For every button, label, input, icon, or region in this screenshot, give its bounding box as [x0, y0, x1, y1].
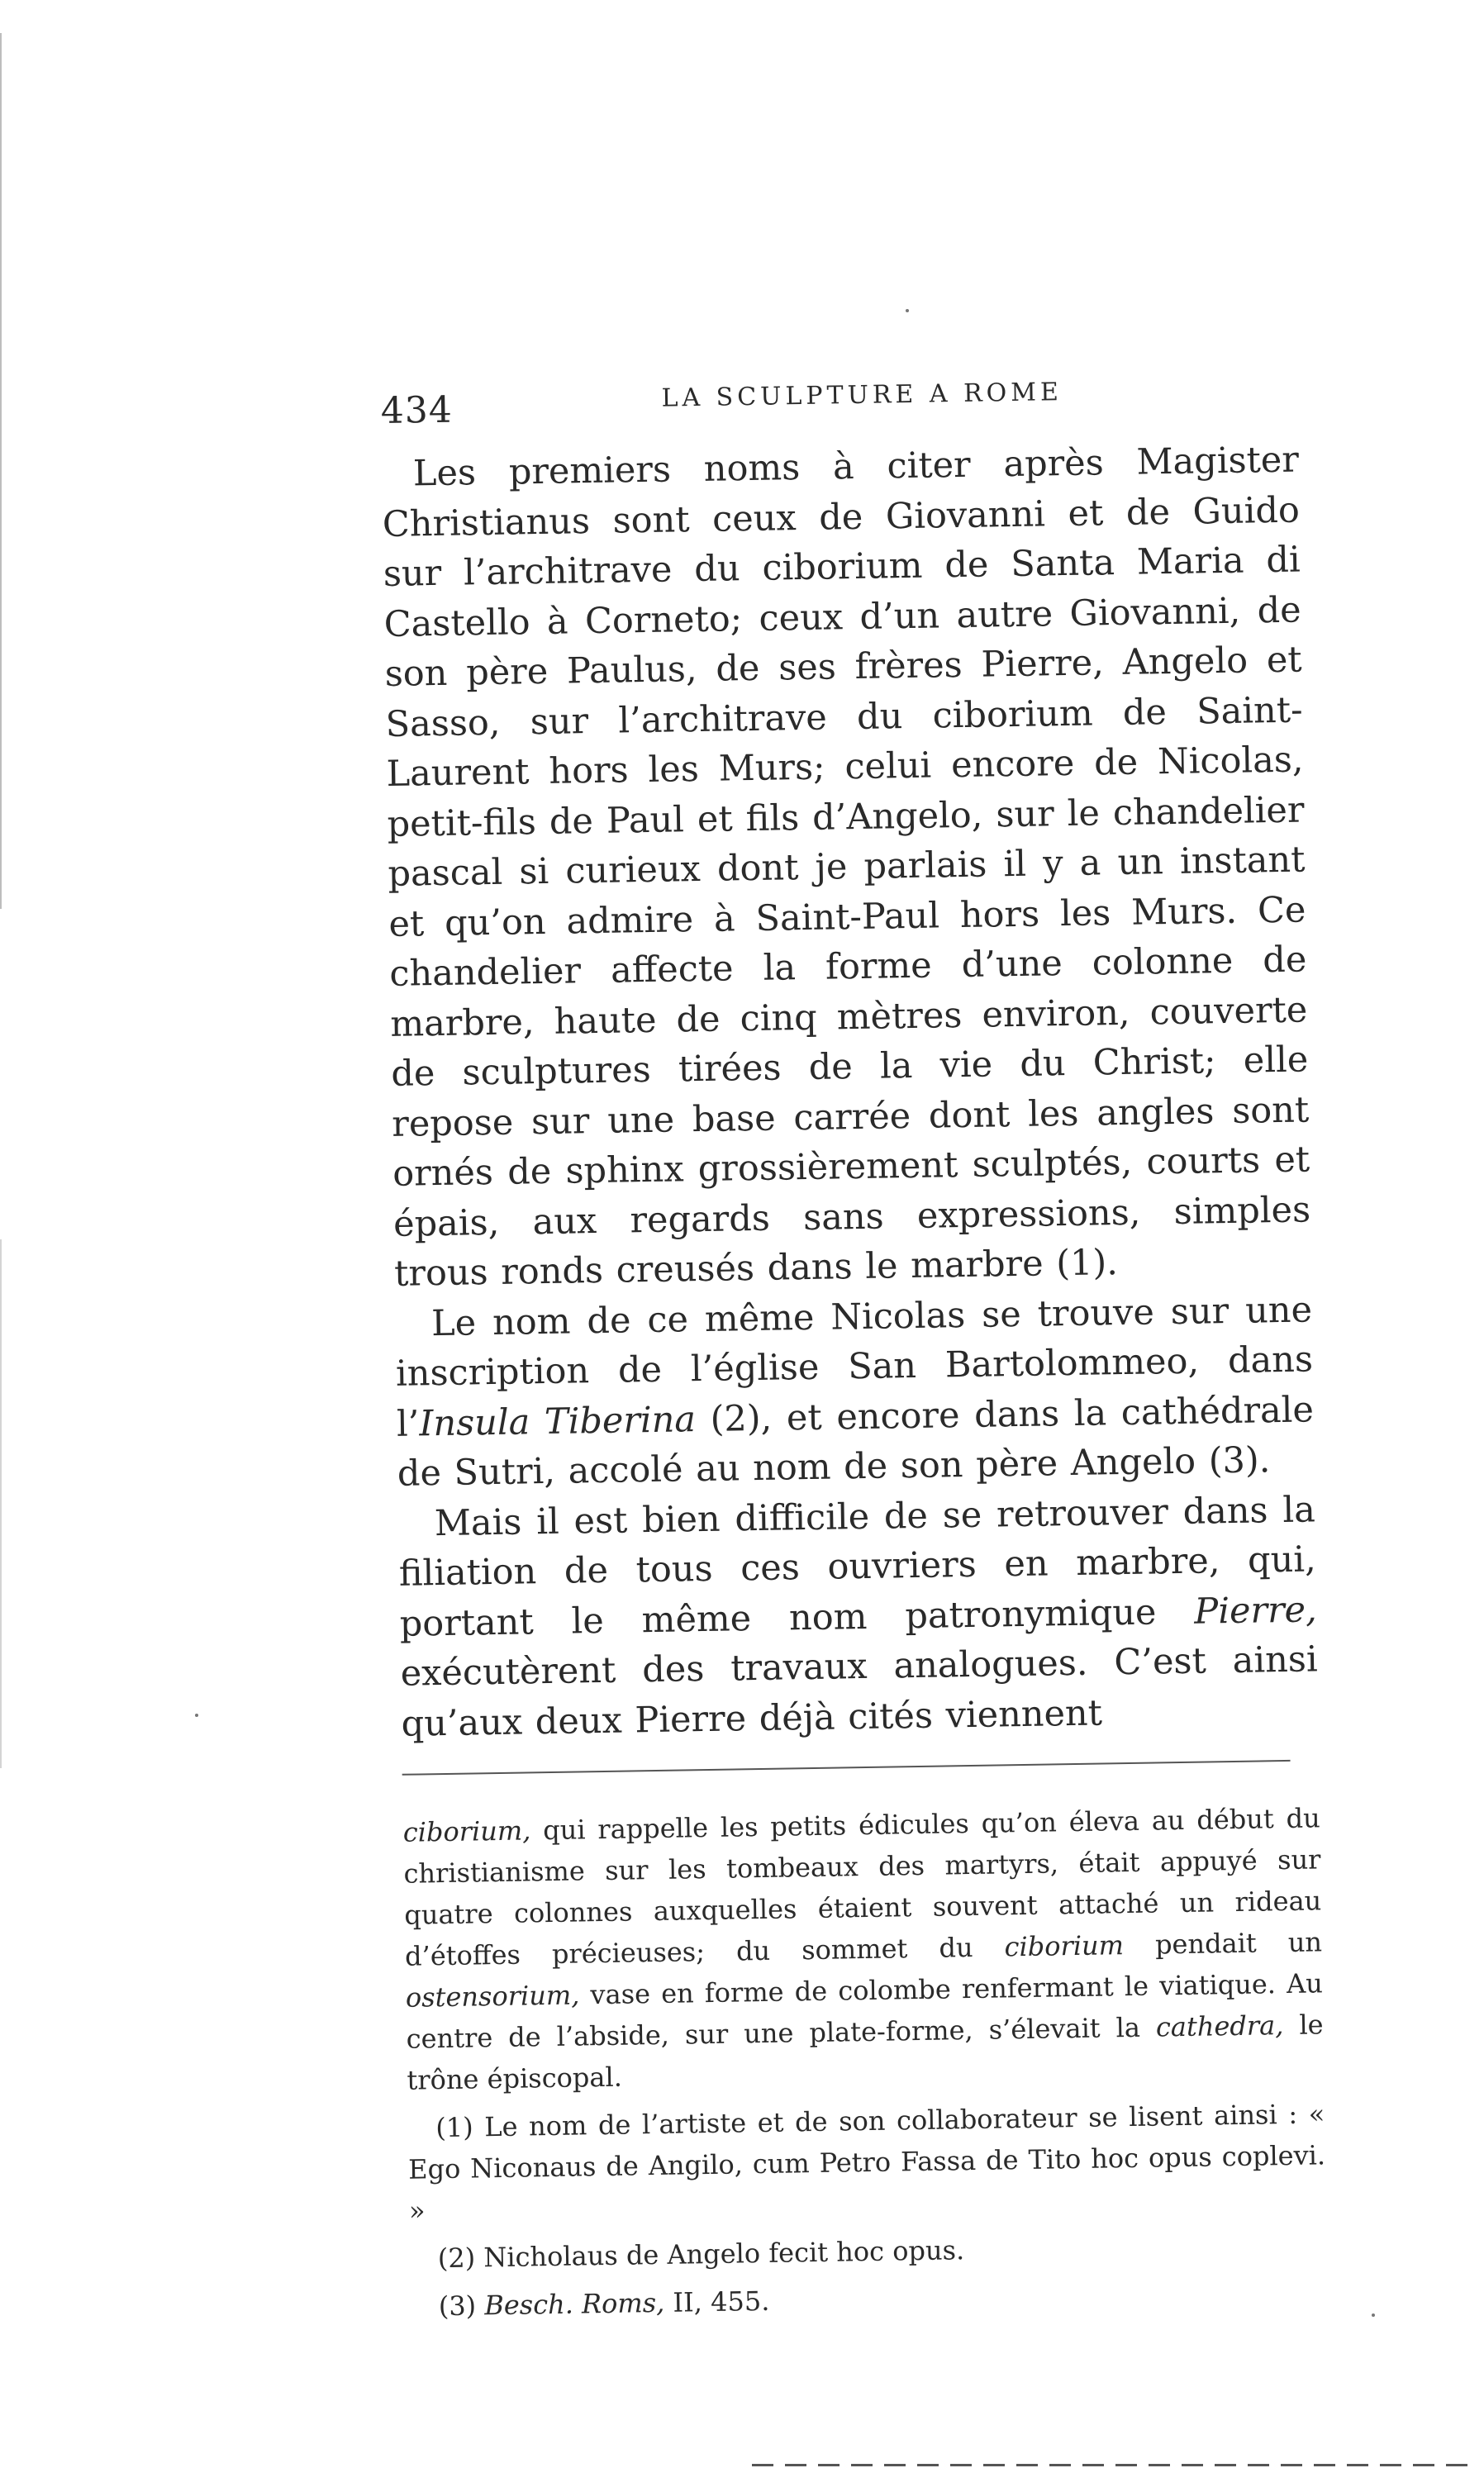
- paragraph-2: [395, 1285, 1315, 1499]
- fn-italic-3: ostensorium,: [405, 1979, 580, 2014]
- footnote-continuation: [402, 1797, 1324, 2100]
- footnote-3-italic: Besch. Roms,: [483, 2286, 665, 2322]
- scan-edge-line: [0, 33, 2, 909]
- paragraph-2-italic: Insula Tiberina: [419, 1398, 697, 1444]
- footnote-3-rest: II, 455.: [664, 2285, 770, 2318]
- book-page: [380, 358, 1328, 2328]
- paragraph-3-italic: Pierre,: [1193, 1588, 1318, 1633]
- footnote-1: (1) Le nom de l’artiste et de son collaborateur se lisent ainsi : « Ego Niconaus de Angilo, cum Petro Fassa de Tito hoc opus coplevi. »: [407, 2098, 1326, 2227]
- footnote-2: (2) Nicholaus de Angelo fecit hoc opus.: [437, 2234, 965, 2275]
- fn-text-3: vase en forme de colombe renfermant le viatique. Au centre de l’abside, sur une plate-forme, s’élevait la: [406, 1967, 1324, 2055]
- page-number: 434: [380, 388, 454, 432]
- fn-text-2: pendait un: [1123, 1926, 1323, 1962]
- scan-speck: [906, 309, 909, 312]
- footnotes: [402, 1797, 1328, 2327]
- page-header: [380, 358, 1298, 438]
- scan-bottom-dashes: [752, 2464, 1479, 2466]
- scan-speck: [1372, 2313, 1375, 2317]
- scan-speck: [195, 1714, 198, 1717]
- fn-italic-4: cathedra,: [1155, 2009, 1284, 2043]
- paragraph-1: Les premiers noms à citer après Magister Christianus sont ceux de Giovanni et de Guido sur l’architrave du ciborium de Santa Maria di Castello à Corneto; ceux d’un autre Giovanni, de son père Paulus, de ses frères Pierre, Angelo et Sasso, sur l’architrave du ciborium de Saint-Laurent hors les Murs; celui encore de Nicolas, petit-fils de Paul et fils d’Angelo, sur le chandelier pascal si curieux dont je parlais il y a un instant et qu’on admire à Saint-Paul hors les Murs. Ce chandelier affecte la forme d’une colonne de marbre, haute de cinq mètres environ, couverte de sculptures tirées de la vie du Christ; elle repose sur une base carrée dont les angles sont ornés de sphinx grossièrement sculptés, courts et épais, aux regards sans expressions, simples trous ronds creusés dans le marbre (1).: [382, 439, 1311, 1295]
- paragraph-2-text-b: (2), et encore dans la cathédrale de Sutri, accolé au nom de son père Angelo (3).: [397, 1388, 1315, 1495]
- footnote-3: [410, 2271, 1328, 2327]
- paragraph-3-text-b: exécutèrent des travaux analogues. C’est ainsi qu’aux deux Pierre déjà cités viennent: [400, 1638, 1319, 1745]
- fn-text-4: le trône épiscopal.: [407, 2009, 1324, 2096]
- footnote-3-number: (3): [438, 2290, 485, 2323]
- scan-edge-line-lower: [0, 1239, 2, 1768]
- paragraph-3: [397, 1485, 1319, 1749]
- fn-italic-1: ciborium,: [402, 1814, 531, 1848]
- paragraph-3-text-a: Mais il est bien difficile de se retrouver dans la filiation de tous ces ouvriers en marbre, qui, portant le même nom patronymique: [398, 1488, 1317, 1645]
- main-text: [381, 435, 1319, 1749]
- footnote-separator: [402, 1760, 1291, 1776]
- running-title: LA SCULPTURE A ROME: [661, 378, 1063, 413]
- paragraph-2-text-a: Le nom de ce même Nicolas se trouve sur une inscription de l’église San Bartolommeo, dans l’: [395, 1288, 1314, 1445]
- fn-italic-2: ciborium: [1004, 1929, 1125, 1963]
- fn-text-1: qui rappelle les petits édicules qu’on éleva au début du christianisme sur les tombeaux des martyrs, était appuyé sur quatre colonnes auxquelles étaient souvent attaché un rideau d’étoffes précieuses; du sommet du: [403, 1802, 1322, 1972]
